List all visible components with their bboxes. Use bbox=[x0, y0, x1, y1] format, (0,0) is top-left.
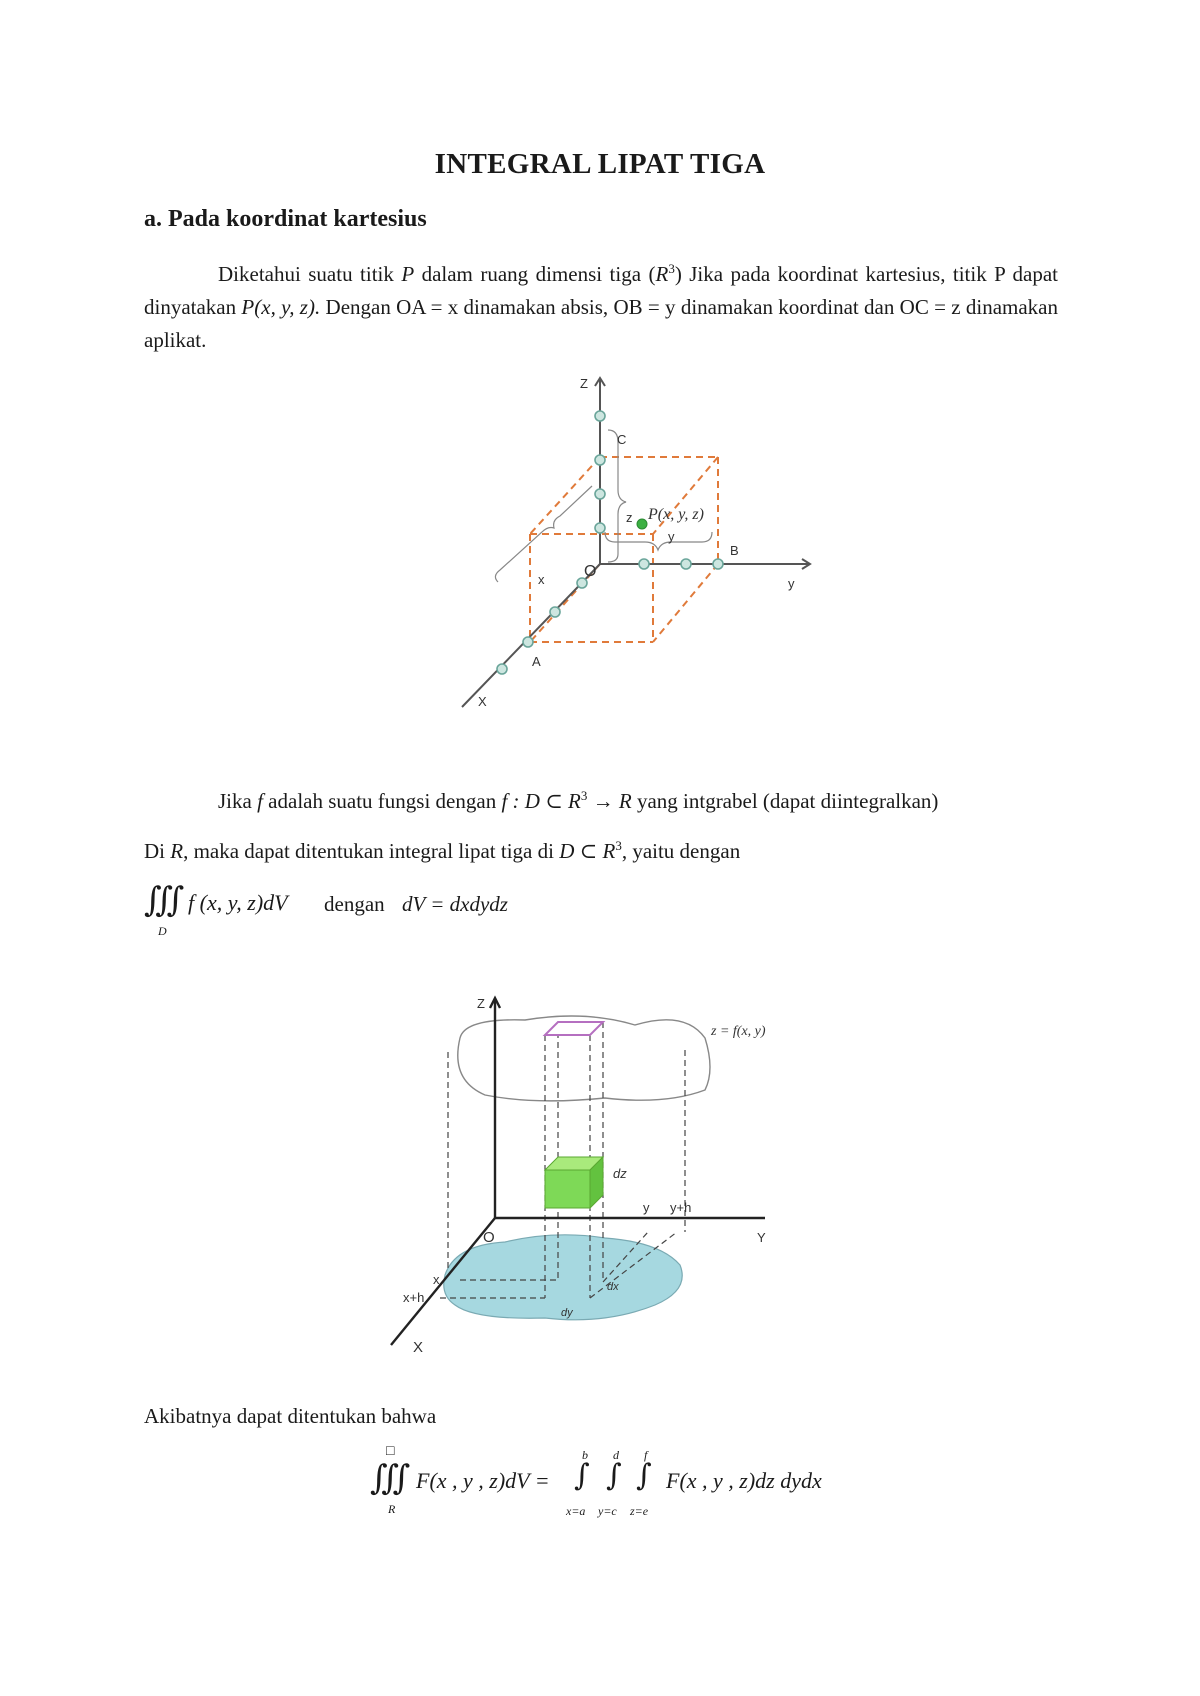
line1-f: f bbox=[257, 789, 263, 813]
r3-open: ( bbox=[648, 262, 656, 286]
label-x-axis: X bbox=[413, 1339, 424, 1356]
formula1-body: f (x, y, z)dV bbox=[188, 890, 288, 915]
label-z: Z bbox=[580, 376, 588, 391]
cartesian-figure bbox=[440, 372, 820, 722]
paragraph-cartesian bbox=[144, 252, 1058, 357]
z-tick-node bbox=[595, 411, 605, 421]
z-tick-node bbox=[595, 489, 605, 499]
line2-text-3: , yaitu dengan bbox=[621, 839, 741, 863]
formula2-int-z: ∫ bbox=[636, 1458, 652, 1493]
label-y-axis: y bbox=[788, 576, 795, 591]
label-o: O bbox=[584, 563, 597, 580]
label-z: Z bbox=[477, 996, 485, 1011]
z-tick-node bbox=[595, 523, 605, 533]
formula-iterated-integral bbox=[370, 1444, 890, 1524]
label-p: P(x, y, z) bbox=[648, 506, 704, 523]
y-brace bbox=[605, 532, 712, 550]
label-xh: x+h bbox=[403, 1290, 425, 1305]
r3-sup: 3 bbox=[668, 261, 675, 276]
cube-front bbox=[545, 1170, 590, 1208]
label-y1: y bbox=[643, 1200, 650, 1215]
r3-close: ) bbox=[674, 262, 682, 286]
y-tick-node bbox=[681, 559, 691, 569]
formula1-dv: dV = dxdydz bbox=[402, 892, 508, 916]
label-x-small: x bbox=[538, 572, 545, 587]
formula1-dengan: dengan bbox=[324, 892, 385, 916]
formula2-lower-x: x=a bbox=[566, 1504, 586, 1518]
z-tick-node bbox=[595, 455, 605, 465]
x-tick-node bbox=[523, 637, 533, 647]
line1-text-2: adalah suatu fungsi dengan bbox=[262, 789, 502, 813]
line1-arrow: → R bbox=[587, 789, 632, 813]
line2-text-2: , maka dapat ditentukan integral lipat tiga di bbox=[183, 839, 560, 863]
formula2-int-x: ∫ bbox=[574, 1458, 590, 1493]
formula2-triple-integral: ∭ bbox=[370, 1458, 411, 1498]
label-x-small: x bbox=[433, 1272, 440, 1287]
r3-r: R bbox=[655, 262, 669, 286]
label-y-small: y bbox=[668, 529, 675, 544]
label-o: O bbox=[483, 1229, 495, 1246]
label-dz: dz bbox=[613, 1166, 627, 1181]
y-tick-node bbox=[639, 559, 649, 569]
formula2-int-y: ∫ bbox=[606, 1458, 622, 1493]
label-a: A bbox=[532, 654, 541, 669]
line-integral-intro bbox=[144, 838, 740, 864]
formula1-sub-d: D bbox=[158, 924, 167, 938]
triple-integral-symbol: ∭ bbox=[144, 880, 185, 920]
formula2-box: □ bbox=[386, 1444, 395, 1459]
label-z-small: z bbox=[626, 510, 633, 525]
formula2-upper-d: d bbox=[613, 1448, 619, 1462]
formula2-upper-b: b bbox=[582, 1448, 588, 1462]
page-title: INTEGRAL LIPAT TIGA bbox=[434, 148, 766, 180]
para-text-2: dalam ruang dimensi tiga bbox=[414, 262, 649, 286]
formula2-sub-r: R bbox=[388, 1502, 396, 1516]
formula-triple-integral bbox=[144, 880, 744, 940]
para-pxyz: P(x, y, z). bbox=[241, 295, 321, 319]
label-surface: z = f(x, y) bbox=[711, 1024, 766, 1039]
line1-text-1: Jika bbox=[218, 789, 258, 813]
line-function-def bbox=[218, 788, 938, 814]
para-text-1: Diketahui suatu titik bbox=[218, 262, 402, 286]
line2-r: R bbox=[170, 839, 184, 863]
line1-text-3: yang intgrabel (dapat diintegralkan) bbox=[631, 789, 939, 813]
formula2-lhs: F(x , y , z)dV = bbox=[416, 1468, 550, 1493]
label-x-axis: X bbox=[478, 694, 487, 709]
line2-text-1: Di bbox=[144, 839, 171, 863]
label-c: C bbox=[617, 432, 627, 447]
x-tick-node bbox=[497, 664, 507, 674]
para-text-3: Jika pada koordinat kartesius, titik P dapat dinyatakan bbox=[144, 262, 1058, 319]
label-b: B bbox=[730, 543, 739, 558]
box-edge bbox=[653, 564, 718, 642]
label-dy: dy bbox=[561, 1307, 573, 1319]
volume-figure bbox=[385, 980, 835, 1360]
para-var-p: P bbox=[401, 262, 415, 286]
para-text-4: Dengan OA = x dinamakan absis, OB = y dinamakan koordinat dan OC = z dinamakan aplikat. bbox=[144, 295, 1058, 352]
formula2-upper-f: f bbox=[644, 1448, 648, 1462]
formula2-lower-z: z=e bbox=[630, 1504, 649, 1518]
point-p-marker bbox=[637, 519, 647, 529]
formula2-rhs: F(x , y , z)dz dydx bbox=[666, 1468, 822, 1493]
section-heading: a. Pada koordinat kartesius bbox=[144, 206, 427, 232]
x-tick-node bbox=[550, 607, 560, 617]
label-yh: y+h bbox=[670, 1200, 692, 1215]
line2-sup: 3 bbox=[615, 838, 622, 853]
label-y-axis: Y bbox=[757, 1230, 766, 1245]
line1-map: f : D ⊂ R bbox=[501, 789, 581, 813]
label-dx: dx bbox=[607, 1281, 619, 1293]
y-tick-node bbox=[713, 559, 723, 569]
box-edge bbox=[530, 457, 600, 534]
line2-dr: D ⊂ R bbox=[559, 839, 616, 863]
formula2-lower-y: y=c bbox=[598, 1504, 617, 1518]
line1-sup: 3 bbox=[580, 788, 588, 803]
line-conclusion: Akibatnya dapat ditentukan bahwa bbox=[144, 1404, 437, 1428]
